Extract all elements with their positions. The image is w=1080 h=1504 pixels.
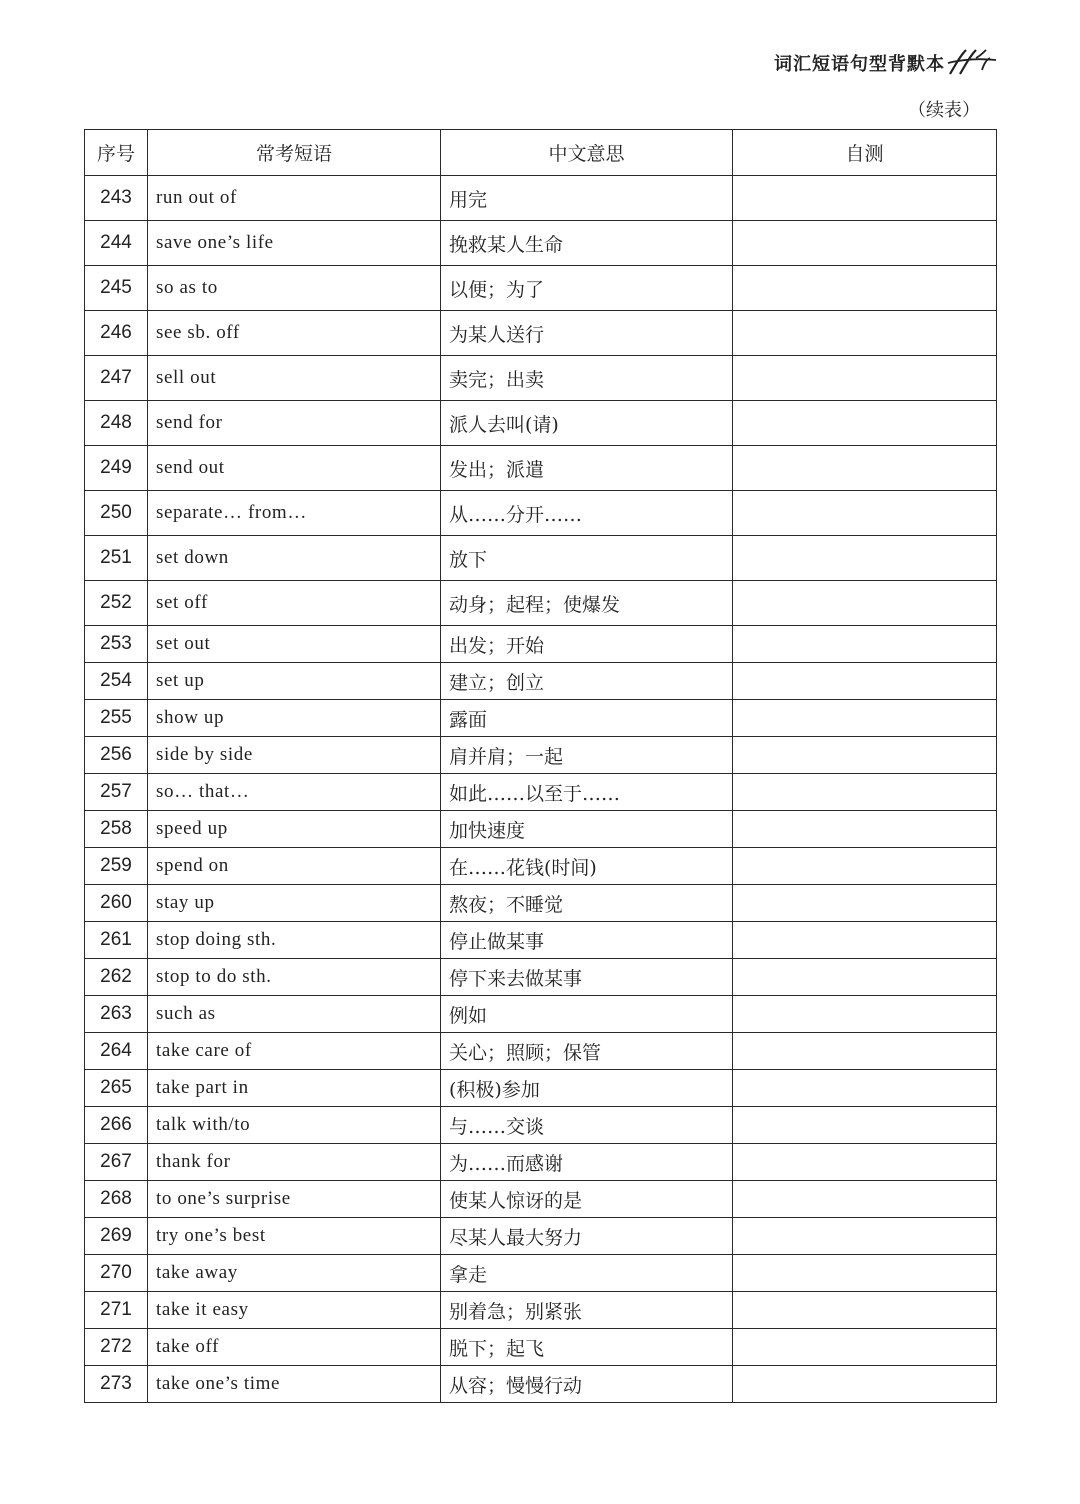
row-phrase: take part in [148, 1070, 441, 1107]
row-phrase: send for [148, 401, 441, 446]
row-number: 249 [85, 446, 148, 491]
row-phrase: set off [148, 581, 441, 626]
row-phrase: to one’s surprise [148, 1181, 441, 1218]
row-meaning: 用完 [441, 176, 733, 221]
phrase-table [84, 129, 997, 1403]
row-number: 261 [85, 922, 148, 959]
row-phrase: separate… from… [148, 491, 441, 536]
row-self-test-cell[interactable] [733, 1366, 997, 1403]
row-self-test-cell[interactable] [733, 1218, 997, 1255]
column-header-self-test: 自测 [733, 130, 997, 176]
page-header-title: 词汇短语句型背默本 [774, 54, 945, 75]
column-header-number: 序号 [85, 130, 148, 176]
row-meaning: 如此……以至于…… [441, 774, 733, 811]
row-meaning: 肩并肩；一起 [441, 737, 733, 774]
table-row [85, 774, 997, 811]
row-number: 270 [85, 1255, 148, 1292]
table-row [85, 1255, 997, 1292]
ht-script-logo-icon [946, 46, 998, 78]
table-row [85, 1366, 997, 1403]
row-self-test-cell[interactable] [733, 996, 997, 1033]
row-self-test-cell[interactable] [733, 626, 997, 663]
row-phrase: take away [148, 1255, 441, 1292]
row-meaning: 露面 [441, 700, 733, 737]
row-phrase: run out of [148, 176, 441, 221]
row-meaning: 放下 [441, 536, 733, 581]
table-row [85, 581, 997, 626]
table-row [85, 996, 997, 1033]
table-row [85, 491, 997, 536]
row-meaning: 使某人惊讶的是 [441, 1181, 733, 1218]
row-number: 259 [85, 848, 148, 885]
table-row [85, 1181, 997, 1218]
table-row [85, 1292, 997, 1329]
table-row [85, 922, 997, 959]
row-self-test-cell[interactable] [733, 959, 997, 996]
table-row [85, 266, 997, 311]
row-self-test-cell[interactable] [733, 737, 997, 774]
row-self-test-cell[interactable] [733, 536, 997, 581]
row-number: 257 [85, 774, 148, 811]
row-self-test-cell[interactable] [733, 1144, 997, 1181]
continuation-note: （续表） [908, 100, 980, 121]
row-number: 268 [85, 1181, 148, 1218]
row-meaning: 动身；起程；使爆发 [441, 581, 733, 626]
table-row [85, 446, 997, 491]
table-header-row [85, 130, 997, 176]
row-meaning: 停止做某事 [441, 922, 733, 959]
row-meaning: 在……花钱(时间) [441, 848, 733, 885]
row-self-test-cell[interactable] [733, 663, 997, 700]
row-meaning: 发出；派遣 [441, 446, 733, 491]
table-row [85, 737, 997, 774]
row-self-test-cell[interactable] [733, 1255, 997, 1292]
row-self-test-cell[interactable] [733, 1107, 997, 1144]
row-number: 269 [85, 1218, 148, 1255]
row-phrase: stay up [148, 885, 441, 922]
row-number: 264 [85, 1033, 148, 1070]
row-number: 265 [85, 1070, 148, 1107]
row-meaning: 卖完；出卖 [441, 356, 733, 401]
row-self-test-cell[interactable] [733, 491, 997, 536]
table-row [85, 536, 997, 581]
row-number: 247 [85, 356, 148, 401]
row-phrase: save one’s life [148, 221, 441, 266]
row-phrase: so… that… [148, 774, 441, 811]
row-number: 266 [85, 1107, 148, 1144]
row-number: 260 [85, 885, 148, 922]
row-number: 263 [85, 996, 148, 1033]
row-number: 250 [85, 491, 148, 536]
table-row [85, 1218, 997, 1255]
row-phrase: show up [148, 700, 441, 737]
row-meaning: 例如 [441, 996, 733, 1033]
row-phrase: side by side [148, 737, 441, 774]
row-phrase: send out [148, 446, 441, 491]
row-self-test-cell[interactable] [733, 176, 997, 221]
row-number: 244 [85, 221, 148, 266]
row-meaning: 为……而感谢 [441, 1144, 733, 1181]
row-number: 248 [85, 401, 148, 446]
row-meaning: 尽某人最大努力 [441, 1218, 733, 1255]
row-phrase: stop doing sth. [148, 922, 441, 959]
row-number: 267 [85, 1144, 148, 1181]
row-number: 255 [85, 700, 148, 737]
row-number: 254 [85, 663, 148, 700]
row-number: 246 [85, 311, 148, 356]
row-meaning: 拿走 [441, 1255, 733, 1292]
row-meaning: 派人去叫(请) [441, 401, 733, 446]
row-phrase: spend on [148, 848, 441, 885]
row-self-test-cell[interactable] [733, 922, 997, 959]
row-phrase: set down [148, 536, 441, 581]
row-phrase: so as to [148, 266, 441, 311]
row-self-test-cell[interactable] [733, 581, 997, 626]
table-row [85, 221, 997, 266]
row-meaning: 挽救某人生命 [441, 221, 733, 266]
row-phrase: set up [148, 663, 441, 700]
row-self-test-cell[interactable] [733, 1181, 997, 1218]
table-row [85, 1070, 997, 1107]
row-self-test-cell[interactable] [733, 446, 997, 491]
column-header-phrase: 常考短语 [148, 130, 441, 176]
row-number: 271 [85, 1292, 148, 1329]
table-row [85, 1107, 997, 1144]
row-number: 262 [85, 959, 148, 996]
column-header-meaning: 中文意思 [441, 130, 733, 176]
row-meaning: 停下来去做某事 [441, 959, 733, 996]
row-number: 245 [85, 266, 148, 311]
table-row [85, 176, 997, 221]
row-meaning: 从……分开…… [441, 491, 733, 536]
table-row [85, 401, 997, 446]
row-meaning: 关心；照顾；保管 [441, 1033, 733, 1070]
row-number: 253 [85, 626, 148, 663]
table-row [85, 959, 997, 996]
row-meaning: 脱下；起飞 [441, 1329, 733, 1366]
row-phrase: see sb. off [148, 311, 441, 356]
row-phrase: take off [148, 1329, 441, 1366]
row-meaning: 出发；开始 [441, 626, 733, 663]
row-meaning: 别着急；别紧张 [441, 1292, 733, 1329]
table-row [85, 1144, 997, 1181]
row-phrase: speed up [148, 811, 441, 848]
row-number: 258 [85, 811, 148, 848]
row-meaning: 加快速度 [441, 811, 733, 848]
row-phrase: take care of [148, 1033, 441, 1070]
row-self-test-cell[interactable] [733, 401, 997, 446]
row-phrase: sell out [148, 356, 441, 401]
table-row [85, 626, 997, 663]
table-row [85, 885, 997, 922]
row-meaning: 以便；为了 [441, 266, 733, 311]
row-phrase: such as [148, 996, 441, 1033]
row-phrase: try one’s best [148, 1218, 441, 1255]
row-self-test-cell[interactable] [733, 811, 997, 848]
row-self-test-cell[interactable] [733, 311, 997, 356]
row-phrase: take one’s time [148, 1366, 441, 1403]
row-meaning: 为某人送行 [441, 311, 733, 356]
row-meaning: 与……交谈 [441, 1107, 733, 1144]
row-number: 243 [85, 176, 148, 221]
table-row [85, 663, 997, 700]
row-self-test-cell[interactable] [733, 848, 997, 885]
row-number: 252 [85, 581, 148, 626]
row-self-test-cell[interactable] [733, 774, 997, 811]
row-phrase: talk with/to [148, 1107, 441, 1144]
row-self-test-cell[interactable] [733, 1292, 997, 1329]
row-number: 273 [85, 1366, 148, 1403]
table-row [85, 700, 997, 737]
table-row [85, 311, 997, 356]
row-number: 256 [85, 737, 148, 774]
table-row [85, 848, 997, 885]
row-phrase: set out [148, 626, 441, 663]
row-meaning: 从容；慢慢行动 [441, 1366, 733, 1403]
table-row [85, 1033, 997, 1070]
table-row [85, 1329, 997, 1366]
table-row [85, 356, 997, 401]
row-phrase: take it easy [148, 1292, 441, 1329]
row-number: 272 [85, 1329, 148, 1366]
row-self-test-cell[interactable] [733, 266, 997, 311]
row-self-test-cell[interactable] [733, 885, 997, 922]
row-number: 251 [85, 536, 148, 581]
row-self-test-cell[interactable] [733, 356, 997, 401]
row-self-test-cell[interactable] [733, 1329, 997, 1366]
row-phrase: stop to do sth. [148, 959, 441, 996]
row-meaning: 建立；创立 [441, 663, 733, 700]
row-meaning: 熬夜；不睡觉 [441, 885, 733, 922]
row-self-test-cell[interactable] [733, 700, 997, 737]
row-phrase: thank for [148, 1144, 441, 1181]
row-meaning: (积极)参加 [441, 1070, 733, 1107]
table-row [85, 811, 997, 848]
row-self-test-cell[interactable] [733, 221, 997, 266]
row-self-test-cell[interactable] [733, 1033, 997, 1070]
row-self-test-cell[interactable] [733, 1070, 997, 1107]
